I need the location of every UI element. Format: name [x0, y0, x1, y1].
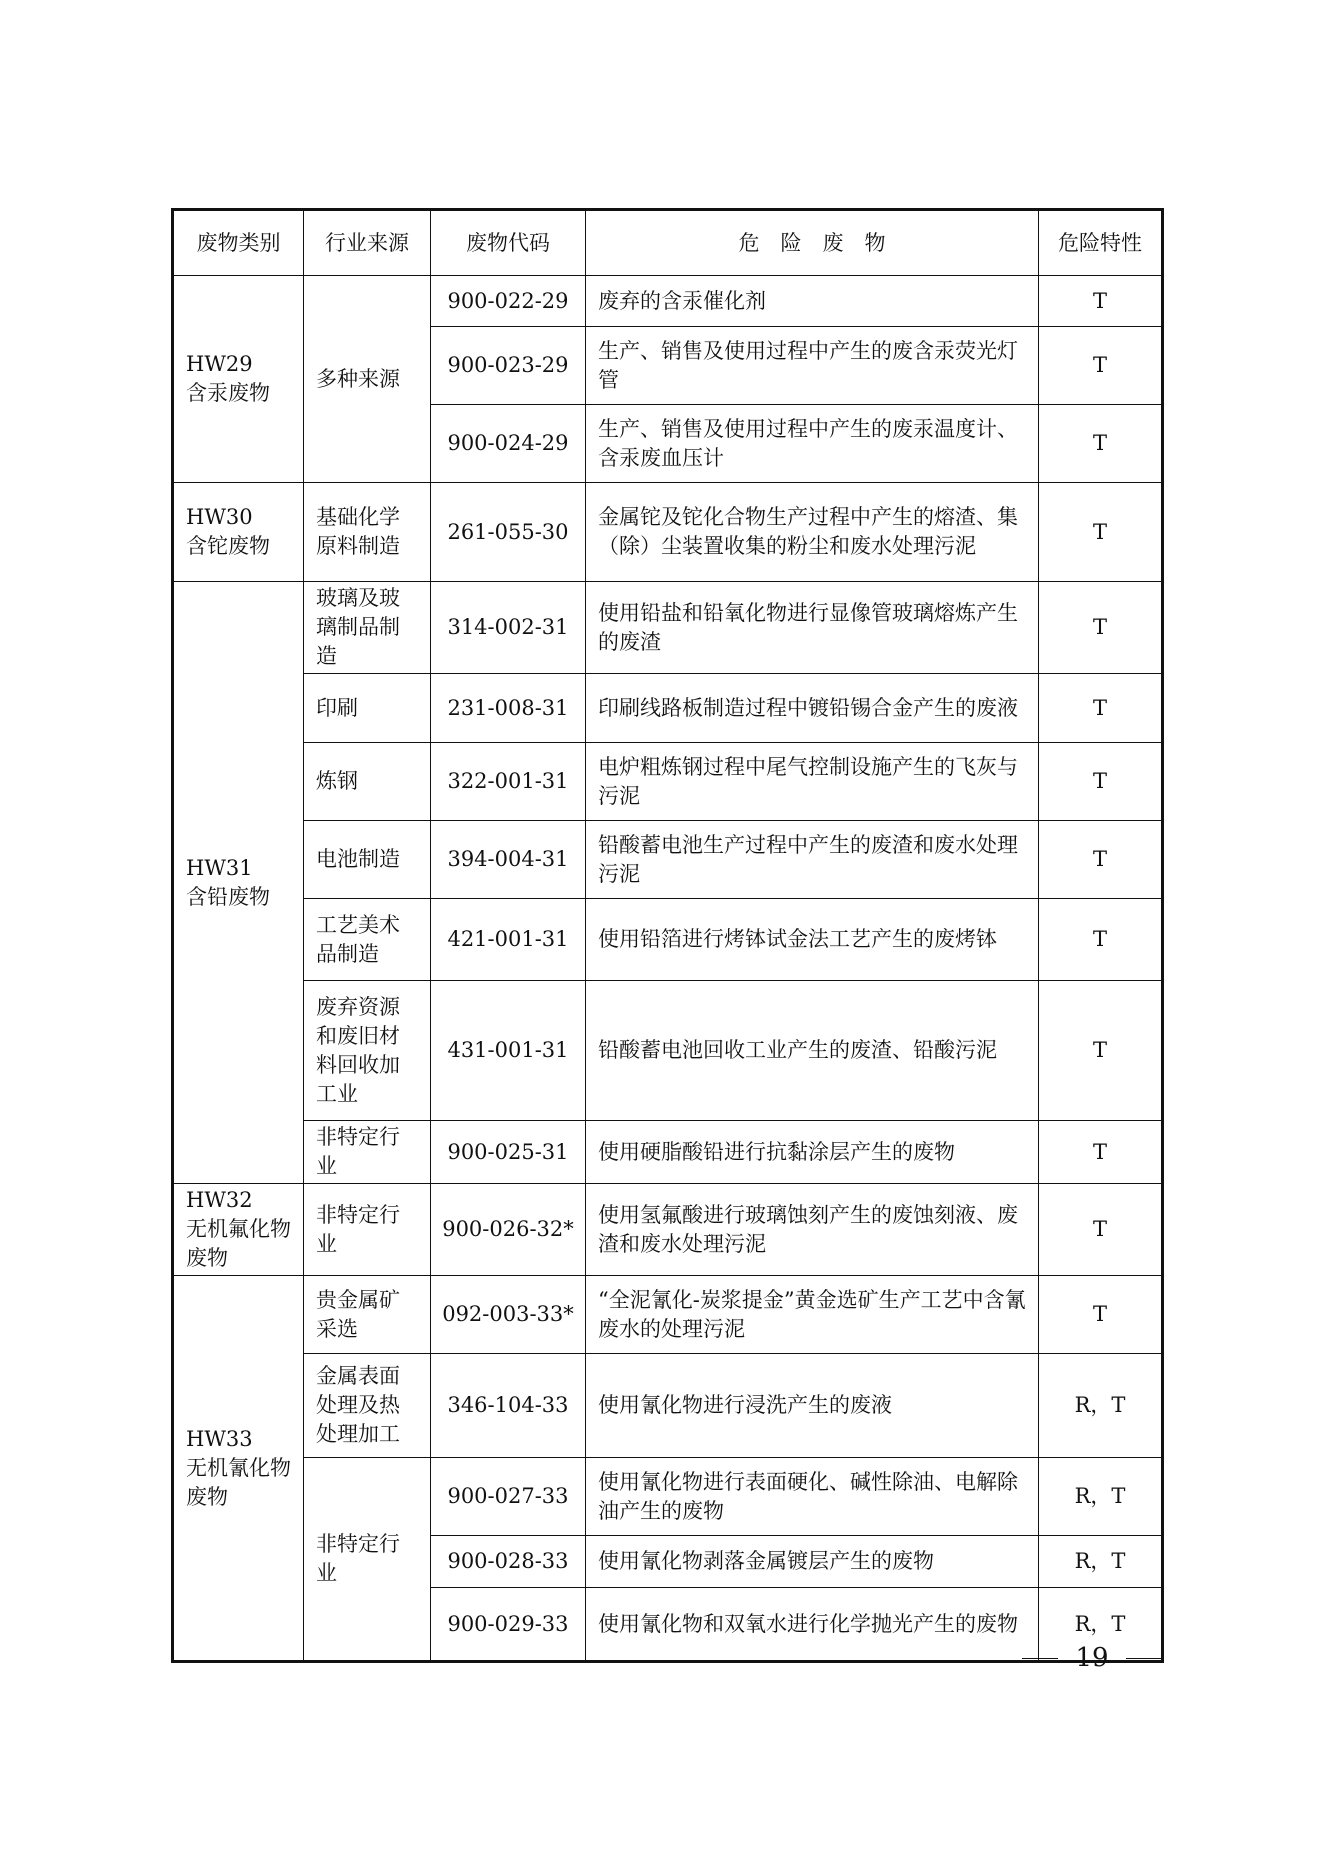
table-row	[173, 1276, 1163, 1354]
waste-description: 使用氰化物剥落金属镀层产生的废物	[586, 1536, 1039, 1588]
waste-code: 314-002-31	[431, 582, 586, 674]
waste-description: 使用氰化物和双氧水进行化学抛光产生的废物	[586, 1588, 1039, 1662]
hazard-property: T	[1039, 405, 1163, 483]
waste-code: 900-029-33	[431, 1588, 586, 1662]
waste-code: 431-001-31	[431, 981, 586, 1121]
source-cell: 炼钢	[304, 743, 431, 821]
waste-description: 使用铅箔进行烤钵试金法工艺产生的废烤钵	[586, 899, 1039, 981]
hazard-property: T	[1039, 1276, 1163, 1354]
hazard-property: T	[1039, 981, 1163, 1121]
waste-code: 900-022-29	[431, 276, 586, 327]
waste-description: 废弃的含汞催化剂	[586, 276, 1039, 327]
waste-description: “全泥氰化-炭浆提金”黄金选矿生产工艺中含氰废水的处理污泥	[586, 1276, 1039, 1354]
waste-description: 铅酸蓄电池回收工业产生的废渣、铅酸污泥	[586, 981, 1039, 1121]
hazard-property: T	[1039, 743, 1163, 821]
waste-code: 261-055-30	[431, 483, 586, 582]
source-cell: 非特定行业	[304, 1121, 431, 1184]
header-code: 废物代码	[431, 210, 586, 276]
source-cell: 废弃资源和废旧材料回收加工业	[304, 981, 431, 1121]
table-row	[173, 1121, 1163, 1184]
source-cell: 玻璃及玻璃制品制造	[304, 582, 431, 674]
table-row	[173, 1184, 1163, 1276]
table-row	[173, 1458, 1163, 1536]
category-cell-hw30: HW30 含铊废物	[173, 483, 304, 582]
table-row	[173, 276, 1163, 327]
hazard-property: T	[1039, 276, 1163, 327]
table-row	[173, 821, 1163, 899]
table-row	[173, 483, 1163, 582]
hazard-property: T	[1039, 899, 1163, 981]
category-cell-hw33: HW33 无机氰化物废物	[173, 1276, 304, 1662]
waste-code: 394-004-31	[431, 821, 586, 899]
source-cell: 非特定行业	[304, 1184, 431, 1276]
hazard-property: R，T	[1039, 1458, 1163, 1536]
waste-description: 生产、销售及使用过程中产生的废含汞荧光灯管	[586, 327, 1039, 405]
source-cell: 电池制造	[304, 821, 431, 899]
source-cell: 金属表面处理及热处理加工	[304, 1354, 431, 1458]
page-footer	[1022, 1640, 1162, 1676]
table-row	[173, 1354, 1163, 1458]
waste-description: 使用氰化物进行表面硬化、碱性除油、电解除油产生的废物	[586, 1458, 1039, 1536]
table-row	[173, 674, 1163, 743]
header-waste: 危 险 废 物	[586, 210, 1039, 276]
hazard-property: R，T	[1039, 1354, 1163, 1458]
header-category: 废物类别	[173, 210, 304, 276]
waste-code: 900-026-32*	[431, 1184, 586, 1276]
category-cell-hw29: HW29 含汞废物	[173, 276, 304, 483]
waste-code: 900-028-33	[431, 1536, 586, 1588]
waste-code: 346-104-33	[431, 1354, 586, 1458]
source-cell: 工艺美术品制造	[304, 899, 431, 981]
header-property: 危险特性	[1039, 210, 1163, 276]
waste-description: 使用铅盐和铅氧化物进行显像管玻璃熔炼产生的废渣	[586, 582, 1039, 674]
source-cell: 非特定行业	[304, 1458, 431, 1662]
hazard-property: T	[1039, 1121, 1163, 1184]
waste-description: 金属铊及铊化合物生产过程中产生的熔渣、集（除）尘装置收集的粉尘和废水处理污泥	[586, 483, 1039, 582]
hazardous-waste-table	[171, 208, 1164, 1663]
table-row	[173, 899, 1163, 981]
hazard-property: R，T	[1039, 1588, 1163, 1662]
hazard-property: R，T	[1039, 1536, 1163, 1588]
waste-description: 使用硬脂酸铅进行抗黏涂层产生的废物	[586, 1121, 1039, 1184]
waste-description: 印刷线路板制造过程中镀铅锡合金产生的废液	[586, 674, 1039, 743]
source-cell: 印刷	[304, 674, 431, 743]
table-row	[173, 981, 1163, 1121]
waste-description: 使用氰化物进行浸洗产生的废液	[586, 1354, 1039, 1458]
hazard-property: T	[1039, 582, 1163, 674]
table-row	[173, 743, 1163, 821]
page-number: 19	[1075, 1643, 1109, 1673]
hazard-property: T	[1039, 1184, 1163, 1276]
header-source: 行业来源	[304, 210, 431, 276]
waste-description: 使用氢氟酸进行玻璃蚀刻产生的废蚀刻液、废渣和废水处理污泥	[586, 1184, 1039, 1276]
waste-code: 900-024-29	[431, 405, 586, 483]
table-row	[173, 582, 1163, 674]
category-cell-hw32: HW32 无机氟化物废物	[173, 1184, 304, 1276]
waste-description: 电炉粗炼钢过程中尾气控制设施产生的飞灰与污泥	[586, 743, 1039, 821]
hazard-property: T	[1039, 674, 1163, 743]
category-cell-hw31: HW31 含铅废物	[173, 582, 304, 1184]
hazard-property: T	[1039, 327, 1163, 405]
source-cell: 基础化学原料制造	[304, 483, 431, 582]
waste-code: 900-025-31	[431, 1121, 586, 1184]
source-cell: 贵金属矿采选	[304, 1276, 431, 1354]
waste-code: 900-027-33	[431, 1458, 586, 1536]
waste-code: 900-023-29	[431, 327, 586, 405]
waste-code: 322-001-31	[431, 743, 586, 821]
source-cell: 多种来源	[304, 276, 431, 483]
waste-code: 092-003-33*	[431, 1276, 586, 1354]
table-header-row	[173, 210, 1163, 276]
footer-dash-left	[1022, 1658, 1058, 1659]
waste-description: 铅酸蓄电池生产过程中产生的废渣和废水处理污泥	[586, 821, 1039, 899]
waste-code: 421-001-31	[431, 899, 586, 981]
hazard-property: T	[1039, 483, 1163, 582]
waste-code: 231-008-31	[431, 674, 586, 743]
footer-dash-right	[1126, 1658, 1162, 1659]
waste-description: 生产、销售及使用过程中产生的废汞温度计、含汞废血压计	[586, 405, 1039, 483]
hazard-property: T	[1039, 821, 1163, 899]
